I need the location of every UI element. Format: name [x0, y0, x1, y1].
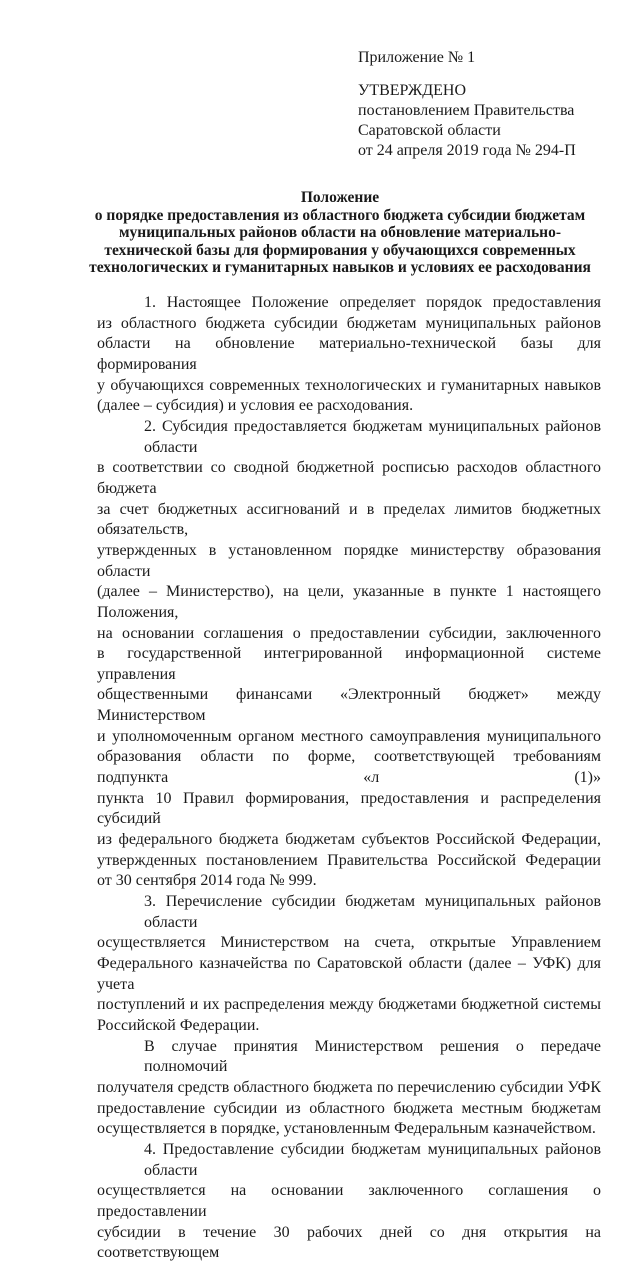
body-text-line: Федерального казначейства по Саратовской области (далее – УФК) для учета	[97, 955, 601, 993]
body-text-line: 4. Предоставление субсидии бюджетам муниципальных районов области	[144, 1140, 601, 1179]
body-text-line: (далее – Министерство), на цели, указанные в пункте 1 настоящего Положения,	[97, 583, 601, 621]
body-text-line: из областного бюджета субсидии бюджетам муниципальных районов	[97, 314, 601, 332]
body-text-line: в соответствии со сводной бюджетной росписью расходов областного бюджета	[97, 459, 601, 497]
body-text-line: утвержденных постановлением Правительства Российской Федерации	[97, 851, 601, 869]
body-text-line: области на обновление материально-технической базы для формирования	[97, 335, 601, 373]
body-text-line: осуществляется на основании заключенного соглашения о предоставлении	[97, 1182, 601, 1220]
approval-line: постановлением Правительства	[358, 102, 575, 119]
body-text-line: на основании соглашения о предоставлении субсидии, заключенного	[97, 624, 601, 642]
body-text-line: у обучающихся современных технологических и гуманитарных навыков	[97, 376, 601, 394]
approval-block	[358, 81, 576, 161]
body-text-line: (далее – субсидия) и условия ее расходования.	[97, 397, 414, 415]
body-text-line: образования области по форме, соответствующей требованиям подпункта «л (1)»	[97, 748, 601, 787]
appendix-label: Приложение № 1	[358, 49, 476, 66]
body-text-line: осуществляется в порядке, установленным Федеральным казначейством.	[97, 1120, 596, 1138]
body-text-line: Российской Федерации.	[97, 1016, 260, 1034]
body-text-line: общественными финансами «Электронный бюджет» между Министерством	[97, 686, 601, 725]
title-heading: Положение	[300, 189, 380, 206]
body-text-line: утвержденных в установленном порядке министерству образования области	[97, 541, 601, 580]
title-line: о порядке предоставления из областного бюджета субсидии бюджетам	[94, 206, 586, 224]
body-text-line: пункта 10 Правил формирования, предоставления и распределения субсидий	[97, 789, 601, 828]
body-text-line: получателя средств областного бюджета по перечислению субсидии УФК	[97, 1078, 601, 1096]
body-text-line: предоставление субсидии из областного бюджета местным бюджетам	[97, 1099, 601, 1117]
body-text-line: 3. Перечисление субсидии бюджетам муниципальных районов области	[144, 893, 601, 931]
body-text-line: и уполномоченным органом местного самоуправления муниципального	[97, 727, 601, 745]
title-line: муниципальных районов области на обновление материально-	[118, 224, 562, 242]
approved-label: УТВЕРЖДЕНО	[358, 82, 467, 99]
approval-line: от 24 апреля 2019 года № 294-П	[358, 142, 576, 159]
body-text-line: субсидии в течение 30 рабочих дней со дня открытия на соответствующем	[97, 1223, 601, 1262]
body-text-line: В случае принятия Министерством решения о передаче полномочий	[144, 1037, 601, 1076]
title-line: технической базы для формирования у обучающихся современных	[104, 241, 576, 259]
approval-line: Саратовской области	[358, 122, 501, 139]
body-text-line: 1. Настоящее Положение определяет порядок предоставления	[144, 294, 601, 311]
body-text-line: от 30 сентября 2014 года № 999.	[97, 872, 317, 890]
body-text-line: поступлений и их распределения между бюджетами бюджетной системы	[97, 996, 601, 1014]
body-text-line: 2. Субсидия предоставляется бюджетам муниципальных районов области	[144, 417, 601, 456]
body-text-line: за счет бюджетных ассигнований и в пределах лимитов бюджетных обязательств,	[97, 500, 601, 539]
body-text-line: осуществляется Министерством на счета, открытые Управлением	[97, 934, 601, 952]
body-text-line: в государственной интегрированной информационной системе управления	[97, 645, 601, 683]
body-text-line: из федерального бюджета бюджетам субъектов Российской Федерации,	[97, 831, 601, 849]
document-title	[60, 189, 620, 277]
title-line: технологических и гуманитарных навыков и условиях ее расходования	[89, 259, 591, 277]
document-body	[97, 293, 601, 1264]
